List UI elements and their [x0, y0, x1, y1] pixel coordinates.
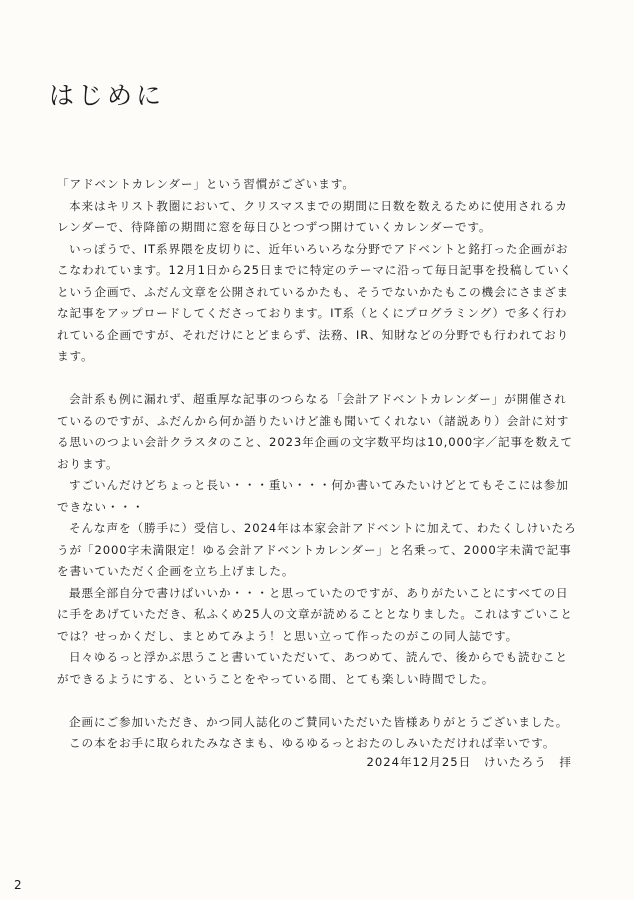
signature: 2024年12月25日 けいたろう 拝 [366, 755, 572, 769]
paragraph-spacer [57, 690, 577, 712]
paragraph-intro: 「アドベントカレンダー」という習慣がございます。 [57, 177, 355, 191]
paragraph-it-advent: いっぽうで、IT系界隈を皮切りに、近年いろいろな分野でアドベントと銘打った企画がおこなわれています。12月1日から25日までに特定のテーマに沿って毎日記事を投稿していくという企画で、ふだん文章を公開されているかたも、そうでないかたもこの機会にさまざまな記事をアップロードしてくださっております。IT系（とくにプログラミング）で多く行われている企画ですが、それだけにとどまらず、法務、IR、知財などの分野でも行われております。 [57, 241, 573, 363]
paragraph-too-long: すごいんだけどちょっと長い・・・重い・・・何か書いてみたいけどとてもそこには参加できない・・・ [57, 478, 569, 514]
page-title: はじめに [49, 81, 166, 110]
paragraph-thanks: 企画にご参加いただき、かつ同人誌化のご賛同いただいた皆様ありがとうございました。 [69, 714, 569, 729]
paragraph-spacer [57, 368, 577, 390]
paragraph-participants: 最悪全部自分で書けばいいか・・・と思っていたのですが、ありがたいことにすべての日に手をあげていただき、私ふくめ25人の文章が読めることとなりました。これはすごいことでは？せっかくだし、まとめてみよう！と思い立って作ったのがこの同人誌です。 [57, 585, 573, 643]
paragraph-fun-time: 日々ゆるっと浮かぶ思うこと書いていただいて、あつめて、読んで、後からでも読むことができるようにする、ということをやっている間、とても楽しい時間でした。 [57, 650, 568, 686]
body-text [57, 174, 577, 755]
paragraph-origin: 本来はキリスト教圏において、クリスマスまでの期間に日数を数えるために使用されるカレンダーで、待降節の期間に窓を毎日ひとつずつ開けていくカレンダーです。 [57, 198, 568, 234]
page-number: 2 [14, 878, 22, 892]
paragraph-closing: この本をお手に取られたみなさまも、ゆるゆるっとおたのしみいただければ幸いです。 [69, 736, 556, 750]
paragraph-accounting: 会計系も例に漏れず、超重厚な記事のつらなる「会計アドベントカレンダー」が開催されているのですが、ふだんから何か語りたいけど誰も聞いてくれない（諸説あり）会計に対する思いのつよい会計クラスタのこと、2023年企画の文字数平均は10,000字／記事を数えております。 [57, 392, 574, 471]
paragraph-launch: そんな声を（勝手に）受信し、2024年は本家会計アドベントに加えて、わたくしけいたろうが「2000字未満限定！ゆる会計アドベントカレンダー」と名乗って、2000字未満で記事を書いていただく企画を立ち上げました。 [57, 521, 577, 578]
